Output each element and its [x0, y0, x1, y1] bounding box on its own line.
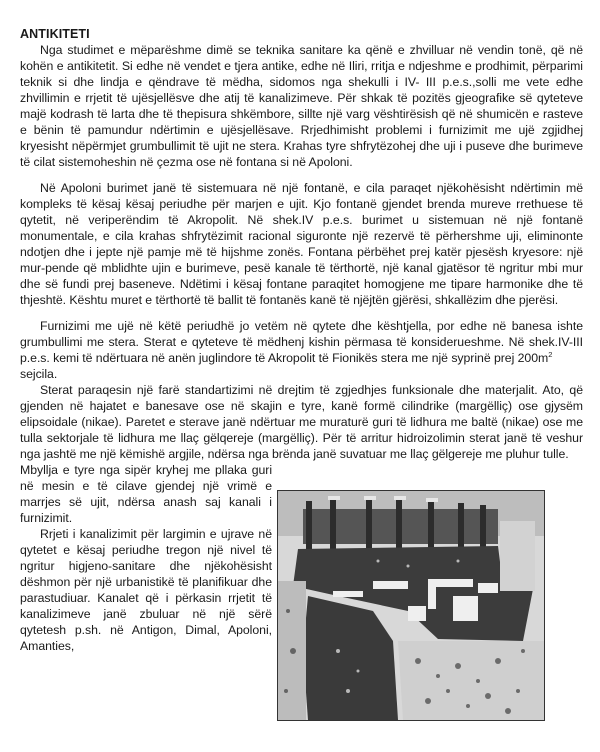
paragraph-5: Mbyllja e tyre nga sipër kryhej me pllaka guri në mesin e të cilave gjendej një vrimë e marrjes së ujit, ndërsa anash saj kanali i furnizimit.: [20, 463, 272, 525]
paragraph-3-tail: sejcila.: [20, 367, 58, 381]
fountain-ruins-photo: [277, 490, 545, 721]
photo-rubble: [398, 641, 544, 720]
paragraph-1: Nga studimet e mëparëshme dimë se teknika sanitare ka qënë e zhvilluar në vendin tonë, që në kohën e antikitetit. Si edhe në vendet e tjera antike, edhe në Iliri, rritja e ndjeshme e prodhimit, përparimi teknik si dhe lindja e qëndrave të mëdha, sidomos nga shekulli i IV- III p.e.s.,solli me vete edhe zhvillimin e rrjetit të ujësjellësve dhe atij të kanalizimeve. Për shkak të pozitës gjeografike së qyteteve majë kodrash të larta dhe të thepisura shkëmbore, sillte një varg vështirësish që në shumicën e rasteve e bënin të pamundur ndërtimin e ujësjellësave. Rrjedhimisht problemi i furnizimit me ujë zgjidhej kryesisht nëpërmjet grumbullimit të ujit ne stera. Krahas tyre shfrytëzohej dhe uji i puseve dhe burimeve të cilat sistemoheshin në çezma ose në fontana si në Apoloni.: [20, 43, 583, 169]
superscript: 2: [548, 350, 553, 359]
paragraph-2: Në Apoloni burimet janë të sistemuara në një fontanë, e cila paraqet njëkohësisht ndërtimin më kompleks të kësaj kësaj periudhe për marjen e ujit. Kjo fontanë gjendet brenda mureve rrethuese të qytetit, në veriperëndim të Akropolit. Në shek.IV p.e.s. burimet u sistemuan në një fontanë monumentale, e cila krahas shfrytëzimit racional siguronte një rezervë të përhershme uji, eliminonte ndotjen dhe i jepte një pamje më të hijshme zonës. Fontana përbëhet prej katër pjesësh kryesore: një mur-pende që mblidhte ujin e burimeve, pesë kanale të tërthortë, një kanal gjatësor të ngritur mbi mur dhe së fundi prej baseneve. Ndëtimi i kësaj fontane paraqitet homogjene me tipare harmonike dhe të thjeshtë. Kështu muret e tërthortë të ballit të fontanës kanë të njëjtën gjërësi, shkallëzim dhe pjerësi.: [20, 181, 583, 307]
paragraph-3: [20, 318, 583, 366]
photo-graphic: [278, 491, 544, 720]
section-title: ANTIKITETI: [20, 27, 90, 41]
paragraph-3-text: Furnizimi me ujë në këtë periudhë jo vetëm në qytete dhe kështjella, por edhe në banesa ishte grumbullimi me stera. Sterat e qyteteve të mëdhenj kishin përmasa të konsiderueshme. Në shek.IV-III p.e.s. kemi të ndërtuara në anën juglindore të Akropolit të Fionikës stera me një syprinë prej 200m: [20, 319, 583, 365]
paragraph-4: Sterat paraqesin një farë standartizimi në drejtim të zgjedhjes funksionale dhe materjalit. Ato, që gjenden në hajatet e banesave ose në skajin e tyre, kanë formë cilindrike (margëlliç) ose gjysëm elipsoidale (nikae). Paretet e sterave janë ndërtuar me muraturë guri të lidhura me baltë (nikae) ose me tulla sektorjale të lidhura me llaç gëlqereje (margëlliç). Për të arritur hidroizolimin sterat janë të veshur nga jashtë me një këmishë argjile, ndërsa nga brënda janë suvatuar me llaç gëlgereje me pluhur tulle.: [20, 383, 583, 461]
photo-columns: [306, 499, 486, 553]
paragraph-6: Rrjeti i kanalizimit për largimin e ujrave në qytetet e kësaj periudhe tregon një nivel të ngritur higjeno-sanitare dhe njëkohësisht dëshmon për një urbanistikë të planifikuar dhe parastudiuar. Kanalet që i përkasin rrjetit të kanalizimeve janë zbuluar në një sërë qytetesh p.sh. në Antigon, Dimal, Apoloni, Amanties,: [20, 527, 272, 653]
photo-right-pier: [500, 521, 535, 591]
